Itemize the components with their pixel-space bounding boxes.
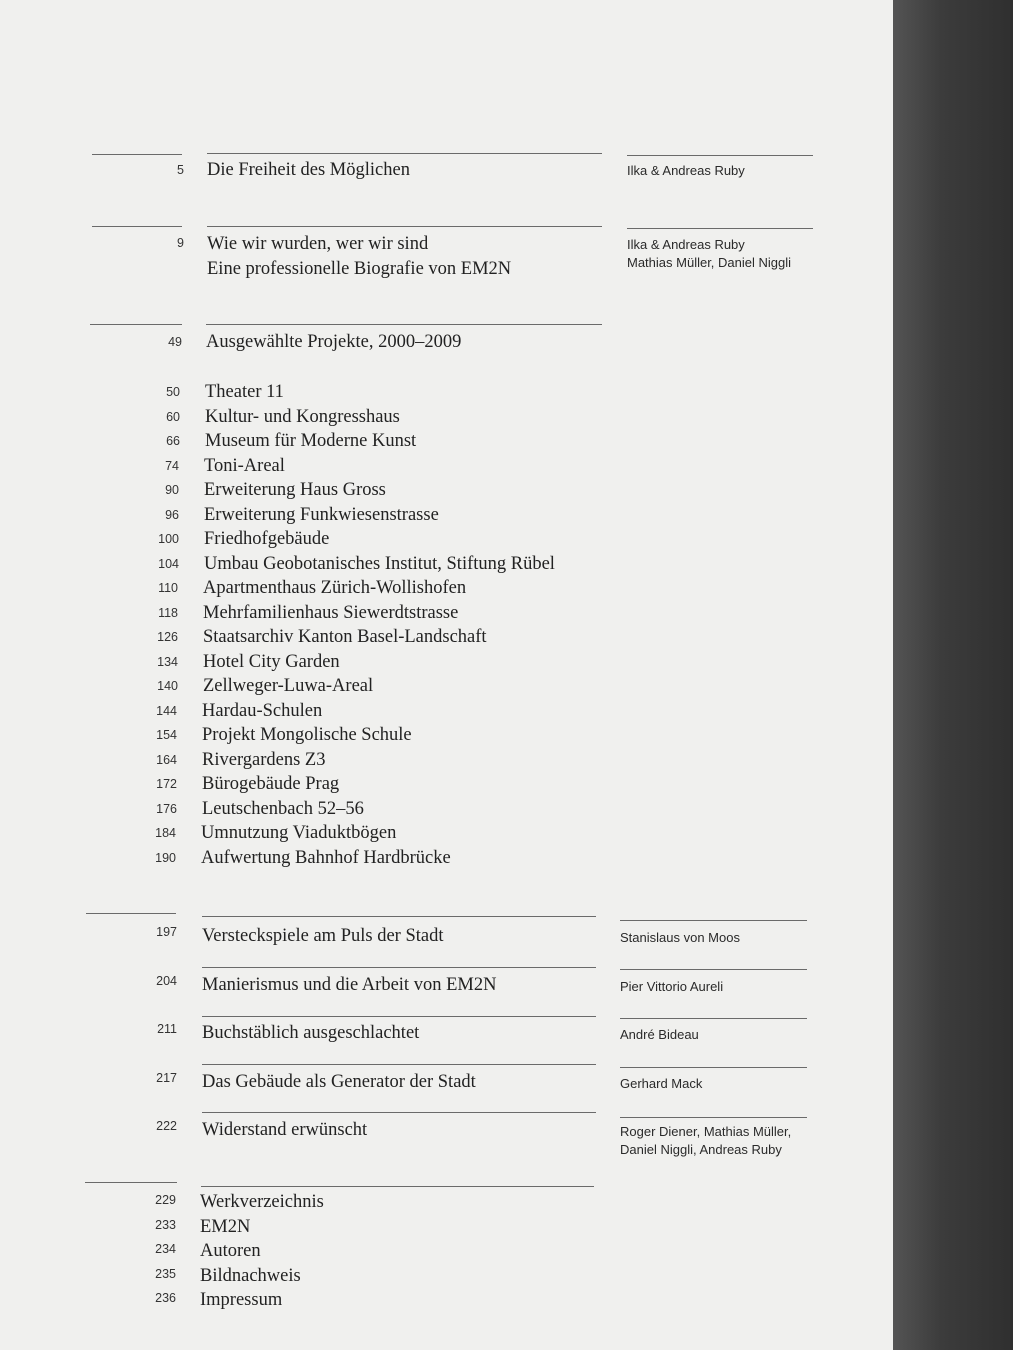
divider — [201, 1186, 594, 1187]
divider — [202, 916, 596, 917]
essay-author: Roger Diener, Mathias Müller, — [620, 1124, 792, 1139]
project-title: Kultur- und Kongresshaus — [205, 406, 400, 427]
project-title: Zellweger-Luwa-Areal — [203, 676, 374, 696]
page-number: 60 — [166, 409, 180, 424]
page-number: 217 — [156, 1071, 177, 1085]
appendix-title: Bildnachweis — [200, 1265, 301, 1286]
page-number: 66 — [166, 434, 180, 448]
section-title: Ausgewählte Projekte, 2000–2009 — [206, 332, 462, 352]
entry-title: Wie wir wurden, wer wir sind — [207, 234, 429, 254]
essay-title: Buchstäblich ausgeschlachtet — [202, 1023, 420, 1043]
appendix-title: Autoren — [200, 1241, 261, 1261]
essay-author: Stanislaus von Moos — [620, 930, 740, 945]
project-title: Toni-Areal — [204, 455, 285, 476]
page-number: 190 — [155, 850, 176, 865]
project-title: Erweiterung Haus Gross — [204, 480, 386, 500]
page-number: 126 — [157, 630, 178, 644]
essay-author: André Bideau — [620, 1027, 699, 1042]
page-number: 233 — [155, 1217, 176, 1232]
essay-title: Das Gebäude als Generator der Stadt — [202, 1072, 476, 1092]
appendix-title: Werkverzeichnis — [200, 1192, 324, 1212]
divider — [620, 1018, 807, 1019]
book-spine-shadow — [893, 0, 1013, 1350]
divider — [627, 228, 813, 229]
page-number: 234 — [155, 1242, 176, 1256]
project-title: Hardau-Schulen — [202, 700, 323, 721]
page-number: 134 — [157, 654, 178, 669]
divider — [620, 1117, 807, 1118]
divider — [85, 1182, 177, 1183]
divider — [627, 155, 813, 156]
project-title: Apartmenthaus Zürich-Wollishofen — [203, 578, 467, 598]
page-number: 197 — [156, 925, 177, 939]
project-title: Staatsarchiv Kanton Basel-Landschaft — [203, 627, 487, 647]
entry-author: Ilka & Andreas Ruby — [627, 163, 745, 178]
divider — [202, 1064, 596, 1065]
essay-author: Gerhard Mack — [620, 1076, 703, 1091]
page-number: 164 — [156, 752, 177, 767]
divider — [202, 1112, 596, 1113]
divider — [202, 967, 596, 968]
project-title: Umbau Geobotanisches Institut, Stiftung Rübel — [204, 553, 555, 574]
page-number: 184 — [155, 826, 176, 840]
divider — [92, 154, 182, 155]
divider — [202, 1016, 596, 1017]
essay-title: Versteckspiele am Puls der Stadt — [202, 926, 444, 946]
divider — [92, 226, 182, 227]
page-number: 50 — [166, 385, 180, 399]
project-title: Projekt Mongolische Schule — [202, 725, 412, 745]
project-title: Umnutzung Viaduktbögen — [201, 823, 397, 843]
page-number: 229 — [155, 1193, 176, 1207]
page-number: 154 — [156, 728, 177, 742]
essay-title: Manierismus und die Arbeit von EM2N — [202, 975, 497, 995]
divider — [207, 153, 602, 154]
page-number: 118 — [158, 605, 178, 620]
project-title: Museum für Moderne Kunst — [205, 431, 417, 451]
divider — [620, 1067, 807, 1068]
appendix-title: EM2N — [200, 1216, 251, 1237]
project-title: Hotel City Garden — [203, 651, 340, 672]
essay-author: Pier Vittorio Aureli — [620, 979, 724, 994]
essay-title: Widerstand erwünscht — [202, 1120, 368, 1140]
entry-title: Die Freiheit des Möglichen — [207, 160, 410, 180]
project-title: Erweiterung Funkwiesenstrasse — [204, 504, 439, 525]
page-number: 100 — [158, 532, 179, 546]
page-number: 236 — [155, 1291, 176, 1305]
project-title: Mehrfamilienhaus Siewerdtstrasse — [203, 602, 459, 623]
divider — [620, 920, 807, 921]
project-title: Bürogebäude Prag — [202, 774, 340, 794]
project-title: Leutschenbach 52–56 — [202, 798, 364, 819]
divider — [207, 226, 602, 227]
page-number: 49 — [168, 335, 182, 349]
page-number: 222 — [156, 1119, 177, 1133]
page-number: 9 — [177, 236, 184, 250]
page-number: 211 — [157, 1022, 177, 1036]
page-number: 144 — [156, 703, 177, 718]
page-number: 140 — [157, 679, 178, 693]
page-number: 176 — [156, 801, 177, 816]
project-title: Theater 11 — [205, 382, 284, 402]
entry-author-line-2: Mathias Müller, Daniel Niggli — [627, 255, 792, 270]
page-number: 110 — [158, 581, 178, 595]
page-number: 204 — [156, 974, 177, 988]
appendix-title: Impressum — [200, 1290, 283, 1310]
page-number: 96 — [165, 507, 179, 522]
page-number: 235 — [155, 1266, 176, 1281]
divider — [90, 324, 182, 325]
entry-author: Ilka & Andreas Ruby — [627, 237, 745, 252]
page-number: 90 — [165, 483, 179, 497]
project-title: Aufwertung Bahnhof Hardbrücke — [201, 847, 451, 868]
page-number: 104 — [158, 556, 179, 571]
project-title: Friedhofgebäude — [204, 529, 330, 549]
divider — [206, 324, 602, 325]
essay-author: Daniel Niggli, Andreas Ruby — [620, 1142, 782, 1157]
project-title: Rivergardens Z3 — [202, 749, 326, 770]
entry-title-line-2: Eine professionelle Biografie von EM2N — [207, 259, 512, 279]
divider — [620, 969, 807, 970]
page-number: 172 — [156, 777, 177, 791]
divider — [86, 913, 176, 914]
page-number: 5 — [177, 163, 184, 177]
page-number: 74 — [165, 458, 179, 473]
